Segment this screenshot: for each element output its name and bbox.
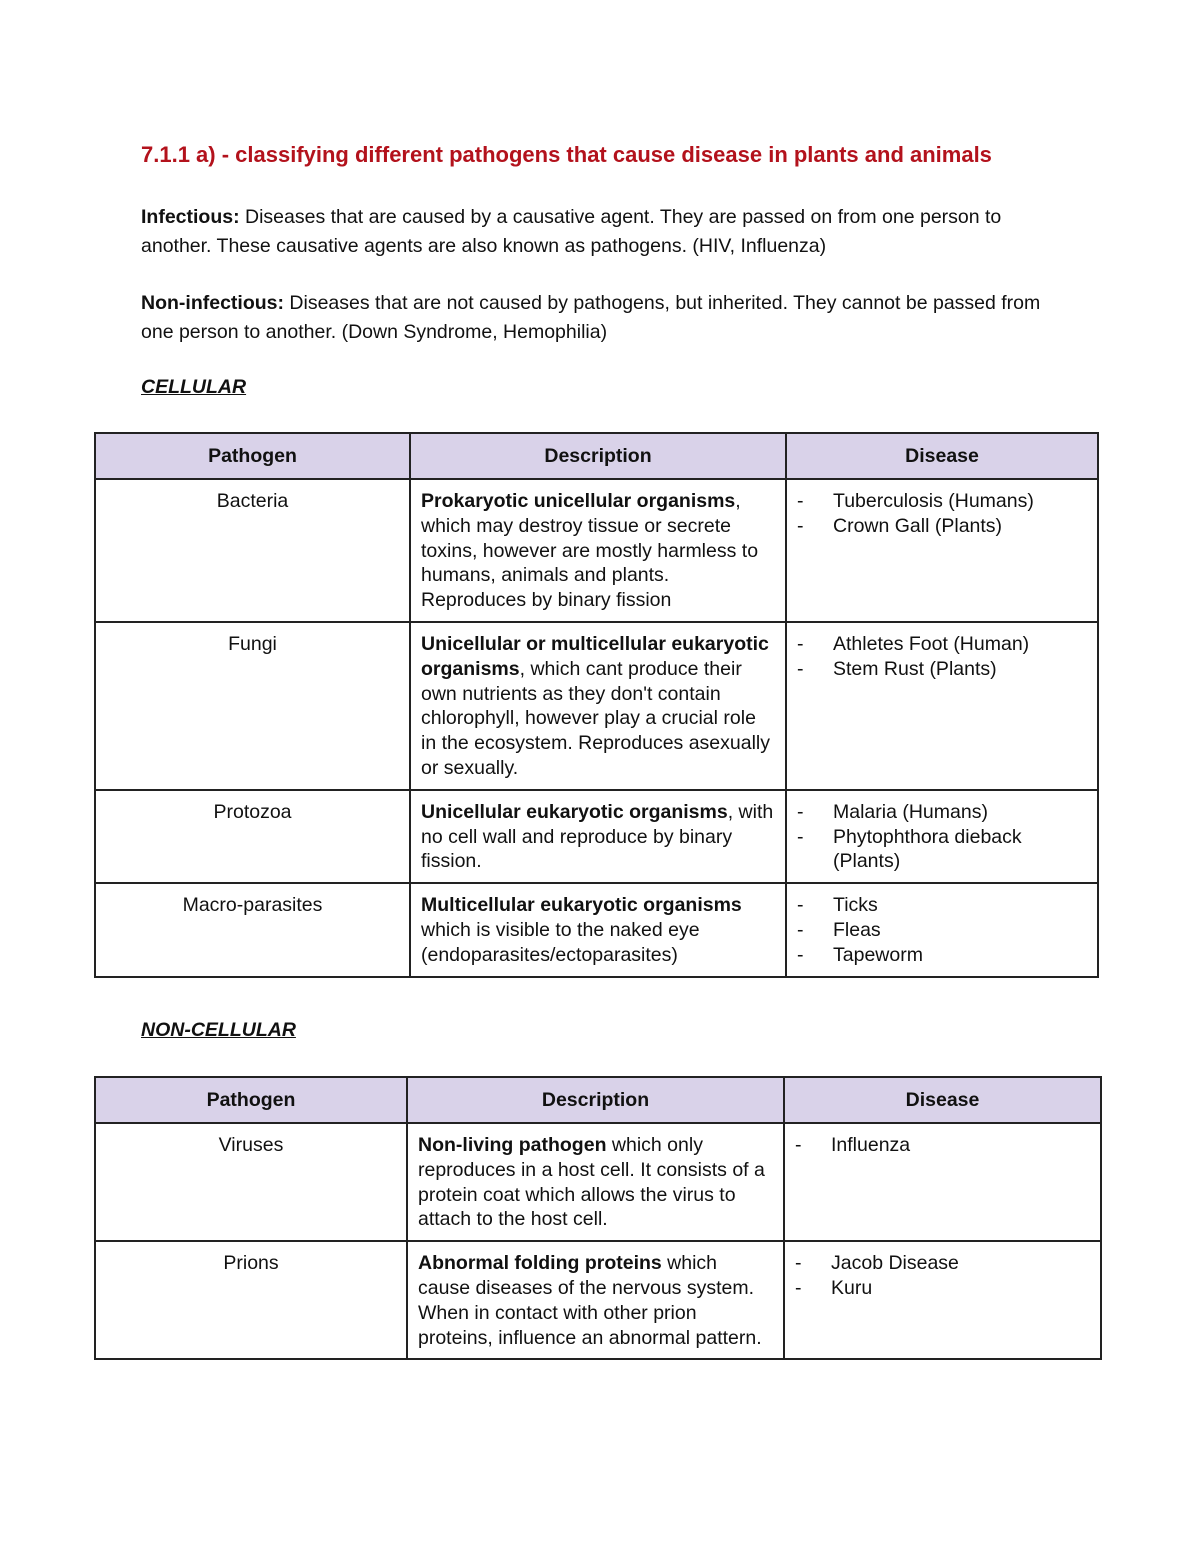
column-header-disease: Disease — [784, 1077, 1101, 1123]
description-text: , which may destroy tissue or secrete toxins, however are mostly harmless to humans, animals and plants. Reproduces by binary fission — [421, 490, 759, 612]
column-header-description: Description — [410, 433, 786, 479]
cellular-heading: CELLULAR — [141, 376, 247, 398]
dash-bullet-icon: - — [797, 918, 804, 941]
pathogen-cell: Bacteria — [95, 479, 410, 622]
pathogen-cell: Fungi — [95, 622, 410, 790]
disease-list-item — [795, 1133, 1090, 1158]
table-row — [95, 883, 1098, 976]
description-emphasis: Non-living pathogen — [418, 1134, 607, 1156]
disease-name: Tuberculosis (Humans) — [833, 490, 1034, 512]
disease-list — [797, 893, 1087, 967]
description-cell — [410, 790, 786, 883]
column-header-description: Description — [407, 1077, 784, 1123]
non-infectious-definition — [141, 289, 1041, 346]
description-text: which is visible to the naked eye (endoparasites/ectoparasites) — [421, 918, 700, 966]
disease-cell — [786, 790, 1098, 883]
pathogen-cell: Viruses — [95, 1123, 407, 1241]
disease-name: Phytophthora dieback (Plants) — [833, 825, 1022, 873]
disease-list — [795, 1133, 1090, 1158]
description-emphasis: Abnormal folding proteins — [418, 1252, 662, 1275]
dash-bullet-icon: - — [797, 943, 804, 966]
table-row — [95, 790, 1098, 883]
disease-list-item — [797, 800, 1087, 825]
disease-list-item — [797, 893, 1087, 918]
dash-bullet-icon: - — [797, 894, 804, 917]
page-title: 7.1.1 a) - classifying different pathogens that cause disease in plants and animals — [141, 142, 992, 167]
dash-bullet-icon: - — [797, 825, 804, 848]
disease-name: Ticks — [833, 894, 878, 917]
table-header-row — [95, 1077, 1101, 1123]
disease-cell — [784, 1123, 1101, 1241]
disease-name: Jacob Disease — [831, 1252, 959, 1275]
disease-name: Influenza — [831, 1134, 911, 1156]
description-text: which only reproduces in a host cell. It consists of a protein coat which allows the virus to attach to the host cell. — [418, 1134, 765, 1231]
column-header-pathogen: Pathogen — [95, 433, 410, 479]
description-emphasis: Unicellular or multicellular eukaryotic organisms — [421, 632, 769, 680]
description-cell — [410, 622, 786, 790]
cellular-table — [94, 432, 1099, 978]
disease-list — [797, 632, 1087, 682]
dash-bullet-icon: - — [795, 1134, 802, 1156]
non-cellular-heading: NON-CELLULAR — [141, 1019, 296, 1041]
disease-list — [795, 1251, 1090, 1301]
disease-name: Tapeworm — [833, 943, 923, 966]
description-emphasis: Multicellular eukaryotic organisms — [421, 894, 742, 917]
disease-list-item — [797, 825, 1087, 875]
description-text: which cause diseases of the nervous system. When in contact with other prion proteins, influence an abnormal pattern. — [418, 1252, 762, 1349]
disease-name: Kuru — [831, 1276, 873, 1299]
dash-bullet-icon: - — [795, 1276, 802, 1299]
description-text: , which cant produce their own nutrients as they don't contain chlorophyll, however play a crucial role in the ecosystem. Reproduces asexually or sexually. — [421, 657, 771, 779]
infectious-text: Diseases that are caused by a causative agent. They are passed on from one person to another. These causative agents are also known as pathogens. (HIV, Influenza) — [141, 206, 1002, 257]
table-row — [95, 622, 1098, 790]
table-row — [95, 1123, 1101, 1241]
dash-bullet-icon: - — [797, 490, 804, 512]
disease-cell — [786, 883, 1098, 976]
dash-bullet-icon: - — [797, 800, 804, 823]
dash-bullet-icon: - — [797, 632, 804, 655]
disease-cell — [786, 622, 1098, 790]
dash-bullet-icon: - — [795, 1252, 802, 1275]
non-cellular-table — [94, 1076, 1102, 1360]
disease-list-item — [797, 918, 1087, 943]
description-cell — [407, 1123, 784, 1241]
non-infectious-text: Diseases that are not caused by pathogens, but inherited. They cannot be passed from one person to another. (Down Syndrome, Hemophilia) — [141, 292, 1041, 343]
disease-list-item — [797, 657, 1087, 682]
disease-cell — [784, 1241, 1101, 1359]
column-header-pathogen: Pathogen — [95, 1077, 407, 1123]
dash-bullet-icon: - — [797, 657, 804, 680]
non-infectious-label: Non-infectious: — [141, 292, 284, 314]
disease-list-item — [797, 943, 1087, 968]
disease-list — [797, 800, 1087, 874]
disease-name: Fleas — [833, 918, 881, 941]
disease-list-item — [797, 489, 1087, 514]
disease-list-item — [795, 1276, 1090, 1301]
disease-list — [797, 489, 1087, 539]
description-text: , with no cell wall and reproduce by binary fission. — [421, 800, 774, 873]
table-row — [95, 1241, 1101, 1359]
infectious-definition — [141, 203, 1041, 260]
disease-name: Crown Gall (Plants) — [833, 514, 1003, 537]
disease-name: Stem Rust (Plants) — [833, 657, 997, 680]
infectious-label: Infectious: — [141, 206, 240, 228]
disease-list-item — [797, 632, 1087, 657]
pathogen-cell: Prions — [95, 1241, 407, 1359]
description-cell — [410, 479, 786, 622]
dash-bullet-icon: - — [797, 514, 804, 537]
disease-list-item — [795, 1251, 1090, 1276]
disease-list-item — [797, 514, 1087, 539]
table-row — [95, 479, 1098, 622]
disease-name: Athletes Foot (Human) — [833, 632, 1030, 655]
column-header-disease: Disease — [786, 433, 1098, 479]
disease-cell — [786, 479, 1098, 622]
description-cell — [410, 883, 786, 976]
table-header-row — [95, 433, 1098, 479]
description-cell — [407, 1241, 784, 1359]
pathogen-cell: Macro-parasites — [95, 883, 410, 976]
pathogen-cell: Protozoa — [95, 790, 410, 883]
disease-name: Malaria (Humans) — [833, 800, 988, 823]
description-emphasis: Unicellular eukaryotic organisms — [421, 800, 728, 823]
description-emphasis: Prokaryotic unicellular organisms — [421, 490, 736, 512]
